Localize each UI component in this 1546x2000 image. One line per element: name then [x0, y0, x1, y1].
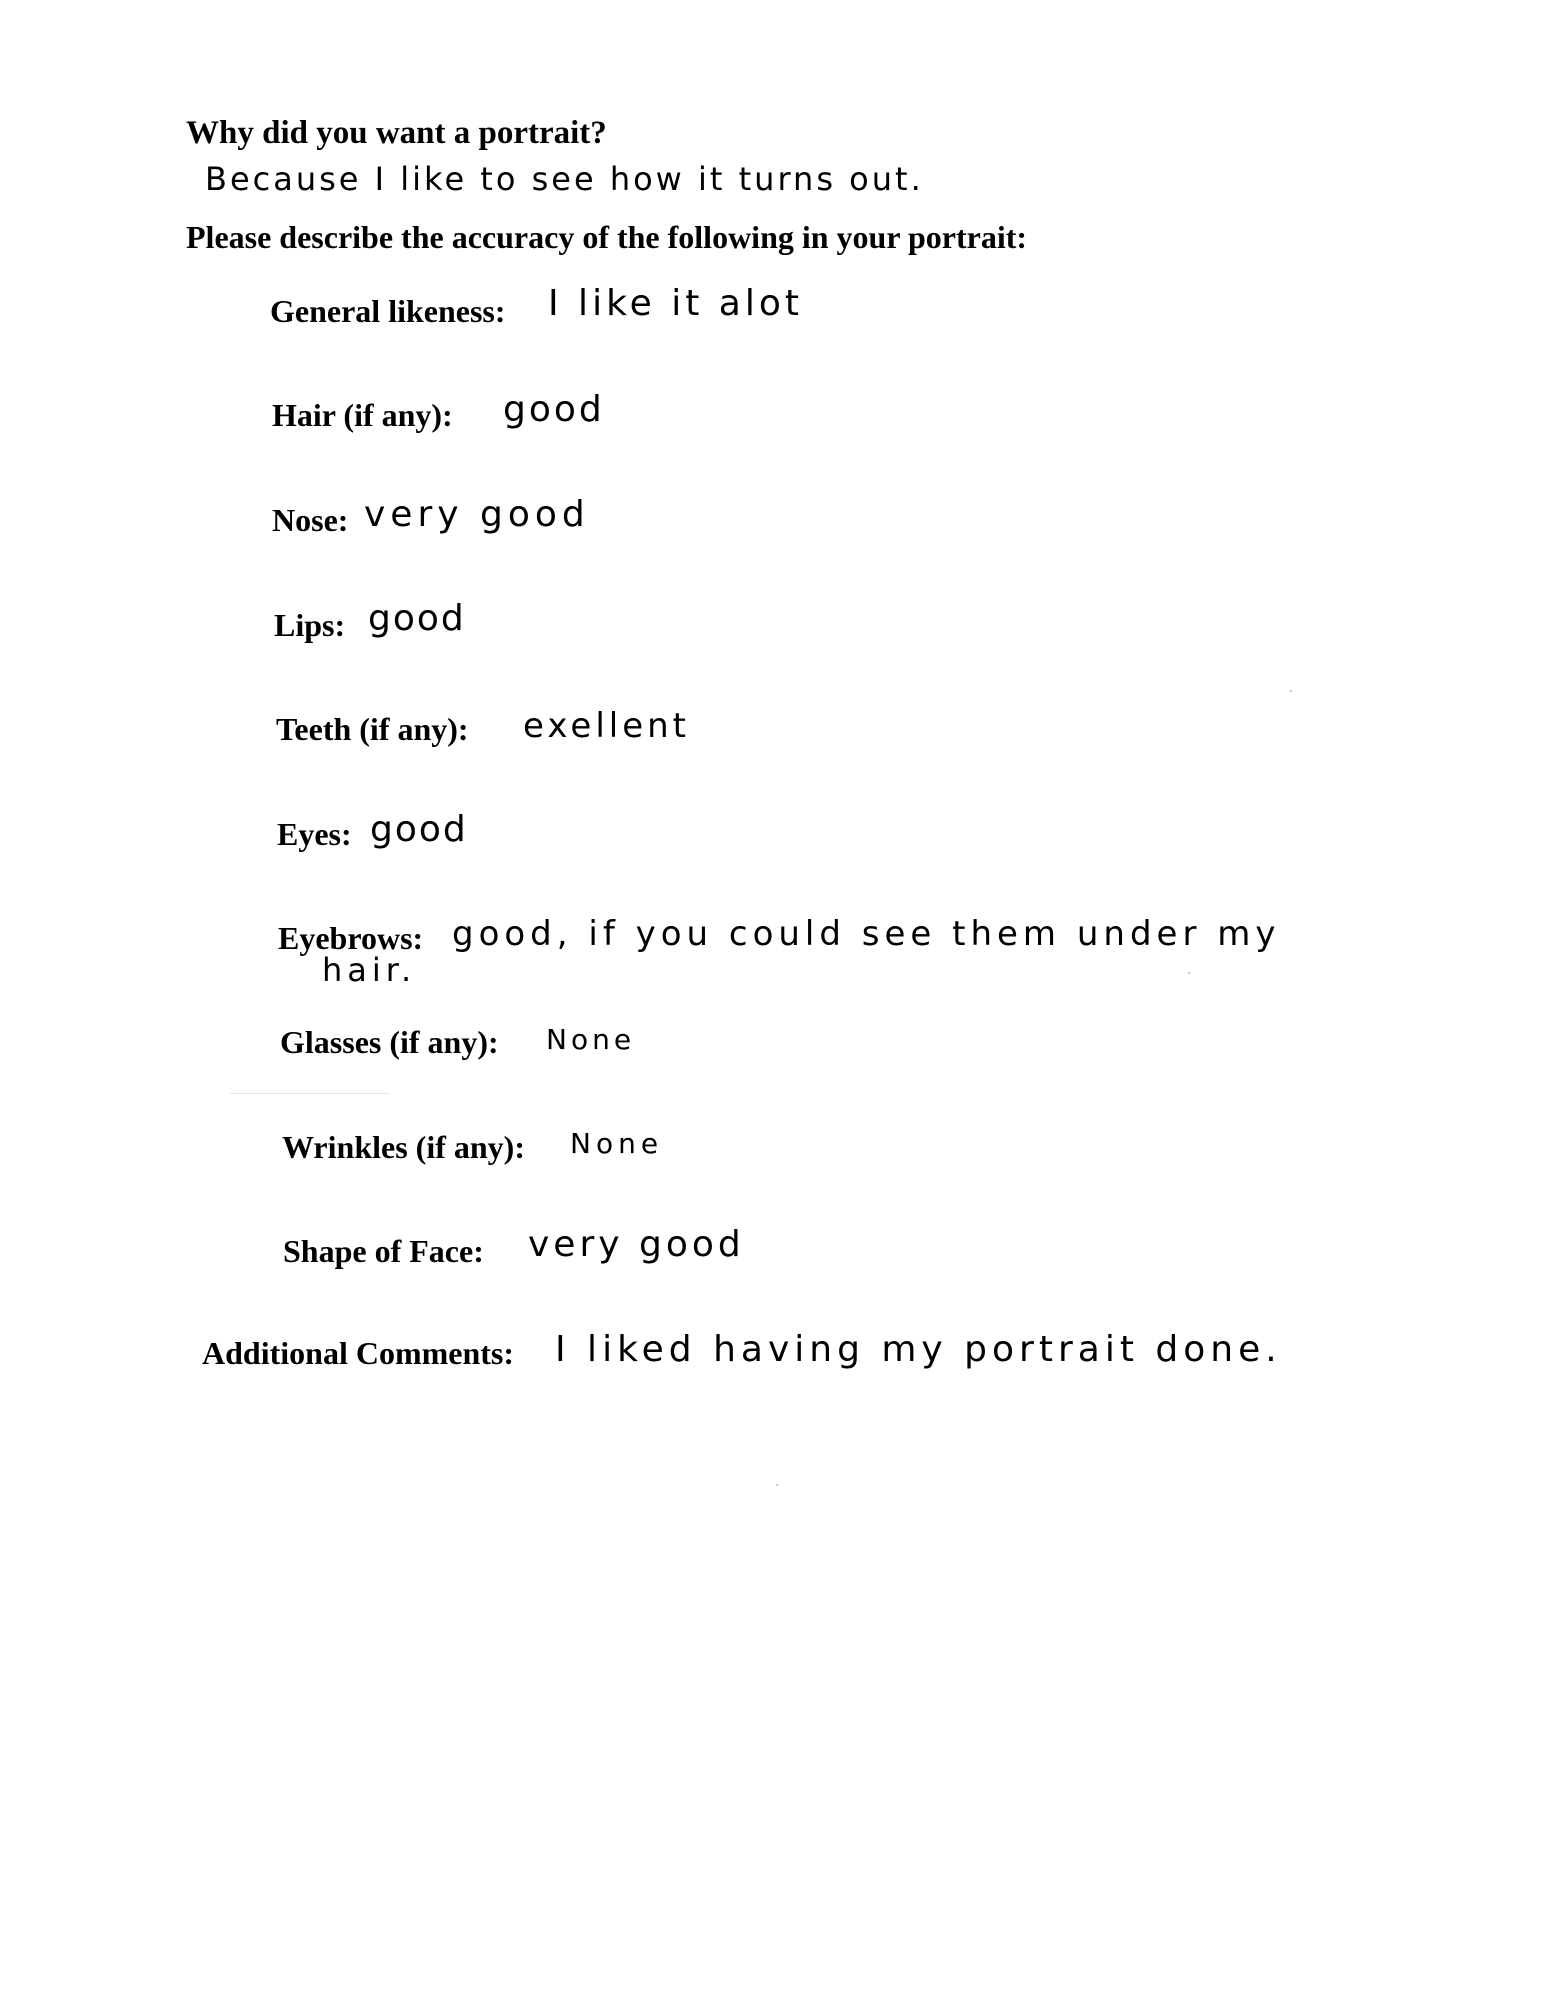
lips-label: Lips:	[274, 607, 346, 643]
scan-speck	[776, 1484, 778, 1486]
teeth-label: Teeth (if any):	[276, 711, 469, 747]
lips-answer: good	[368, 598, 466, 639]
teeth-answer: exellent	[523, 706, 691, 746]
eyes-label: Eyes:	[277, 816, 352, 852]
wrinkles-answer: None	[570, 1127, 664, 1160]
nose-answer: very good	[364, 494, 590, 535]
eyebrows-answer-continued: hair.	[322, 951, 417, 989]
scan-line	[230, 1093, 390, 1094]
shape-of-face-answer: very good	[528, 1224, 745, 1265]
eyes-answer: good	[370, 809, 468, 850]
eyebrows-label: Eyebrows:	[278, 920, 424, 956]
additional-comments-answer: I liked having my portrait done.	[555, 1329, 1282, 1370]
general-likeness-answer: I like it alot	[548, 283, 803, 324]
question-answer: Because I like to see how it turns out.	[205, 160, 924, 198]
wrinkles-label: Wrinkles (if any):	[282, 1129, 525, 1165]
glasses-answer: None	[546, 1023, 636, 1056]
scan-speck	[1188, 972, 1190, 974]
shape-of-face-label: Shape of Face:	[283, 1233, 484, 1269]
nose-label: Nose:	[272, 502, 349, 538]
additional-comments-label: Additional Comments:	[202, 1335, 515, 1371]
hair-label: Hair (if any):	[272, 397, 453, 433]
glasses-label: Glasses (if any):	[280, 1024, 499, 1060]
general-likeness-label: General likeness:	[270, 293, 506, 329]
question-label: Why did you want a portrait?	[186, 115, 607, 151]
eyebrows-answer: good, if you could see them under my	[452, 914, 1281, 954]
scan-speck	[1290, 690, 1292, 692]
instruction-text: Please describe the accuracy of the following in your portrait:	[186, 219, 1028, 255]
hair-answer: good	[503, 389, 605, 430]
